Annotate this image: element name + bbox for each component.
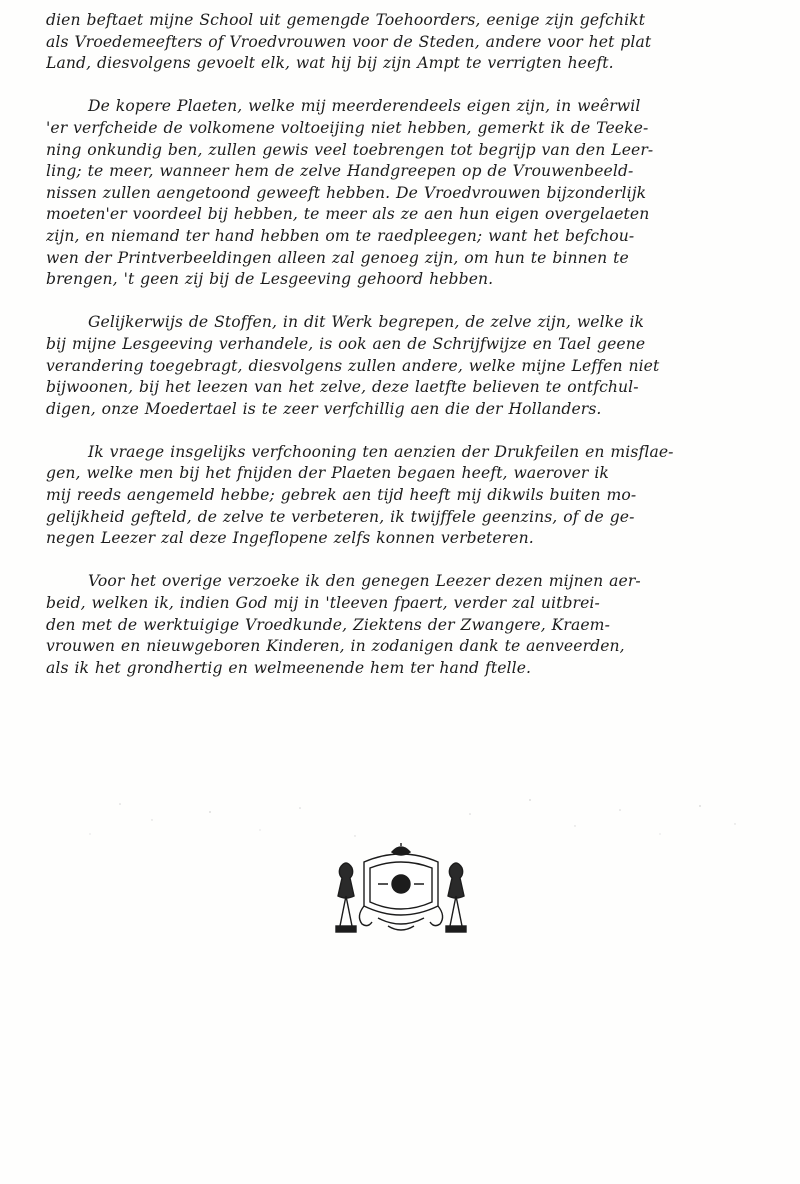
body-text [46,10,764,679]
text-line: ning onkundig ben, zullen gewis veel toebrengen tot begrijp van den Leer- [46,140,654,159]
text-line: digen, onze Moedertael is te zeer verfchillig aen die der Hollanders. [46,399,602,418]
paragraph-gap [46,75,764,97]
text-line: De kopere Plaeten, welke mij meerderendeels eigen zijn, in weêrwil [88,97,641,116]
text-line: Voor het overige verzoeke ik den genegen Leezer dezen mijnen aer- [88,572,641,591]
text-line: moeten'er voordeel bij hebben, te meer als ze aen hun eigen overgelaeten [46,205,650,224]
text-line: wen der Printverbeeldingen alleen zal genoeg zijn, om hun te binnen te [46,248,629,267]
text-line: Gelijkerwijs de Stoffen, in dit Werk begrepen, de zelve zijn, welke ik [88,313,645,332]
text-line: beid, welken ik, indien God mij in 'tleeven fpaert, verder zal uitbrei- [46,594,600,613]
text-line: bijwoonen, bij het leezen van het zelve, deze laetfte believen te ontfchul- [46,378,639,397]
text-line: als Vroedemeefters of Vroedvrouwen voor de Steden, andere voor het plat [46,32,652,51]
text-line: brengen, 't geen zij bij de Lesgeeving gehoord hebben. [46,270,494,289]
text-line: vrouwen en nieuwgeboren Kinderen, in zodanigen dank te aenveerden, [46,637,625,656]
text-line: gen, welke men bij het fnijden der Plaeten begaen heeft, waerover ik [46,464,609,483]
text-line: dien beftaet mijne School uit gemengde Toehoorders, eenige zijn gefchikt [46,11,646,29]
paper-speckle-texture [0,790,800,850]
text-line: den met de werktuigige Vroedkunde, Ziektens der Zwangere, Kraem- [46,615,610,634]
text-line: negen Leezer zal deze Ingeflopene zelfs konnen verbeteren. [46,529,534,548]
paragraph-gap [46,291,764,313]
text-line: 'er verfcheide de volkomene voltoeijing niet hebben, gemerkt ik de Teeke- [46,118,649,137]
text-line: nissen zullen aengetoond geweeft hebben. De Vroedvrouwen bijzonderlijk [46,183,647,202]
text-line: ling; te meer, wanneer hem de zelve Handgreepen op de Vrouwenbeeld- [46,162,634,181]
text-line: als ik het grondhertig en welmeenende hem ter hand ftelle. [46,658,532,677]
text-line: Ik vraege insgelijks verfchooning ten aenzien der Drukfeilen en misflae- [88,442,674,461]
printer-ornament-vignette-icon [318,842,484,938]
paragraph-gap [46,420,764,442]
text-line: Land, diesvolgens gevoelt elk, wat hij bij zijn Ampt te verrigten heeft. [46,54,614,73]
text-line: bij mijne Lesgeeving verhandele, is ook aen de Schrijfwijze en Tael geene [46,334,646,353]
text-line: gelijkheid gefteld, de zelve te verbeteren, ik twijffele geenzins, of de ge- [46,507,635,526]
text-line: zijn, en niemand ter hand hebben om te raedpleegen; want het befchou- [46,226,635,245]
paragraph-gap [46,550,764,572]
text-line: verandering toegebragt, diesvolgens zullen andere, welke mijne Leffen niet [46,356,660,375]
text-line: mij reeds aengemeld hebbe; gebrek aen tijd heeft mij dikwils buiten mo- [46,486,637,505]
